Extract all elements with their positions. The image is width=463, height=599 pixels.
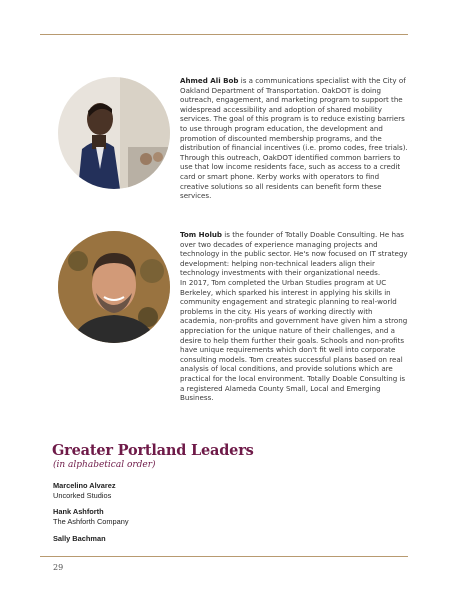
- section-subtitle: (in alphabetical order): [53, 460, 156, 470]
- leader-org: Uncorked Studios: [53, 491, 112, 500]
- photo-ahmed-ali-bob: [58, 77, 170, 189]
- portrait-image-2: [58, 231, 170, 343]
- leader-entry: [53, 507, 129, 527]
- bio-ahmed-ali-bob: [180, 76, 408, 201]
- leader-name: Sally Bachman: [53, 534, 106, 543]
- leader-name: Hank Ashforth: [53, 507, 104, 516]
- leader-entry: [53, 481, 116, 501]
- bio-paragraph: Ahmed Ali Bob is a communications specialist with the City of Oakland Department of Transportation. OakDOT is doing outreach, engagement, and marketing program to support the widespread accessibility and adoption of shared mobility services. The goal of this program is to reduce existing barriers to use through program education, the development and promotion of discounted membership programs, and the distribution of financial incentives (i.e. promo codes, free trials).: [180, 76, 408, 153]
- page-number: 29: [53, 563, 64, 572]
- top-rule: [40, 34, 408, 35]
- section-title: Greater Portland Leaders: [52, 442, 254, 459]
- bio-name: Tom Holub: [180, 230, 223, 239]
- photo-tom-holub: [58, 231, 170, 343]
- bio-name: Ahmed Ali Bob: [180, 76, 239, 85]
- leader-org: The Ashforth Company: [53, 517, 129, 526]
- leader-name: Marcelino Alvarez: [53, 481, 116, 490]
- portrait-image-1: [58, 77, 170, 189]
- bottom-rule: [40, 556, 408, 557]
- leader-entry: [53, 534, 106, 544]
- bio-paragraph: In 2017, Tom completed the Urban Studies program at UC Berkeley, which sparked his interest in applying his skills in community engagement and strategic planning to real-world problems in the city. His years of working directly with academia, non-profits and government have given him a strong appreciation for the unique nature of their challenges, and a desire to help them further their goals. Schools and non-profits have unique requirements which don't fit well into corporate consulting models. Tom creates successful plans based on real analysis of local conditions, and provide solutions which are practical for the local environment. Totally Doable Consulting is a registered Alameda County Small, Local and Emerging Business.: [180, 277, 408, 403]
- bio-paragraph: Tom Holub is the founder of Totally Doable Consulting. He has over two decades of experience managing projects and technology in the public sector. He's now focused on IT strategy development: helping non-technical leaders align their technology investments with their organizational needs.: [180, 230, 408, 278]
- bio-tom-holub: [180, 230, 408, 403]
- bio-paragraph: Through this outreach, OakDOT identified common barriers to use that low income residents face, such as access to a credit card or smart phone. Kerby works with operators to find creative solutions so all residents can benefit form these services.: [180, 152, 401, 201]
